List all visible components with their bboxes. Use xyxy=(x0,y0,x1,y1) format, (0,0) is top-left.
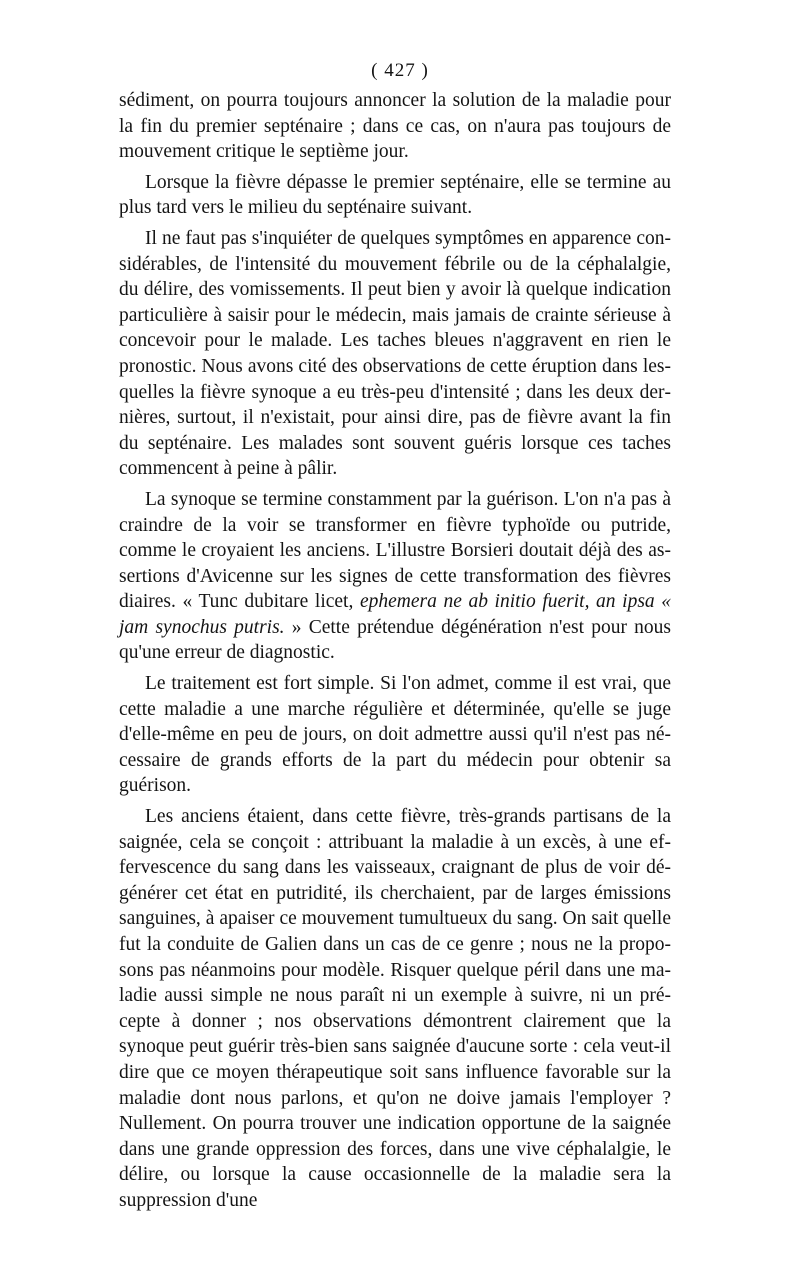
paragraph-text: Il ne faut pas s'inquiéter de quelques symptômes en apparence considérables, de l'intensité du mouvement fébrile ou de la céphalalgie, du délire, des vomissements. Il peut bien y avoir là quelque indication particulière à saisir pour le médecin, mais jamais de crainte sérieuse à concevoir pour le malade. Les taches bleues n'aggravent en rien le pronostic. Nous avons cité des observations de cette éruption dans lesquelles la fièvre synoque a eu très-peu d'intensité ; dans les deux dernières, surtout, il n'existait, pour ainsi dire, pas de fièvre avant la fin du septénaire. Les malades sont souvent guéris lorsque ces taches commencent à peine à pâlir. xyxy=(119,227,671,480)
paragraph xyxy=(119,226,671,482)
paragraph xyxy=(119,487,671,666)
paragraph-text: Le traitement est fort simple. Si l'on admet, comme il est vrai, que cette maladie a une marche régulière et déterminée, qu'elle se juge d'elle-même en peu de jours, on doit admettre aussi qu'il n'est pas nécessaire de grands efforts de la part du médecin pour obtenir sa guérison. xyxy=(119,673,671,797)
paragraph-text: La synoque se termine constamment par la guérison. L'on n'a pas à craindre de la voir se transformer en fièvre typhoïde ou putride, comme le croyaient les anciens. L'illustre Borsieri doutait déjà des assertions d'Avicenne sur les signes de cette transformation des fièvres diaires. « Tunc dubitare licet, xyxy=(119,488,671,613)
paragraph xyxy=(119,671,671,799)
paragraph xyxy=(119,170,671,221)
paragraph-text: sédiment, on pourra toujours annoncer la solution de la maladie pour la fin du premier septénaire ; dans ce cas, on n'aura pas toujours de mouvement critique le septième jour. xyxy=(119,90,671,163)
paragraph xyxy=(119,88,671,165)
italic-quote-text: ephemera ne ab initio fuerit, an ipsa « jam synochus putris. xyxy=(119,591,672,638)
paragraph-text: Les anciens étaient, dans cette fièvre, très-grands partisans de la saignée, cela se conçoit : attribuant la maladie à un excès, à une effervescence du sang dans les vaisseaux, craignant de plus de voir dégénérer cet état en putridité, ils cherchaient, par de larges émissions sanguines, à apaiser ce mouvement tumultueux du sang. On sait quelle fut la conduite de Galien dans un cas de ce genre ; nous ne la proposons pas néanmoins pour modèle. Risquer quelque péril dans une maladie aussi simple ne nous paraît ni un exemple à suivre, ni un précepte à donner ; nos observations démontrent clairement que la synoque peut guérir très-bien sans saignée d'aucune sorte : cela veut-il dire que ce moyen thérapeutique soit sans influence favorable sur la maladie dont nous parlons, et qu'on ne doive jamais l'employer ? Nullement. On pourra trouver une indication opportune de la saignée dans une grande oppression des forces, dans une vive céphalalgie, le délire, ou lorsque la cause occasionnelle de la maladie sera la suppression d'une xyxy=(119,806,671,1211)
page-number: ( 427 ) xyxy=(371,60,429,81)
paragraph-text: » Cette prétendue dégénération n'est pour nous qu'une erreur de diagnostic. xyxy=(119,616,671,664)
body-text xyxy=(119,88,671,1219)
paragraph xyxy=(119,804,671,1214)
paragraph-text: Lorsque la fièvre dépasse le premier septénaire, elle se termine au plus tard vers le milieu du septénaire suivant. xyxy=(119,171,671,219)
